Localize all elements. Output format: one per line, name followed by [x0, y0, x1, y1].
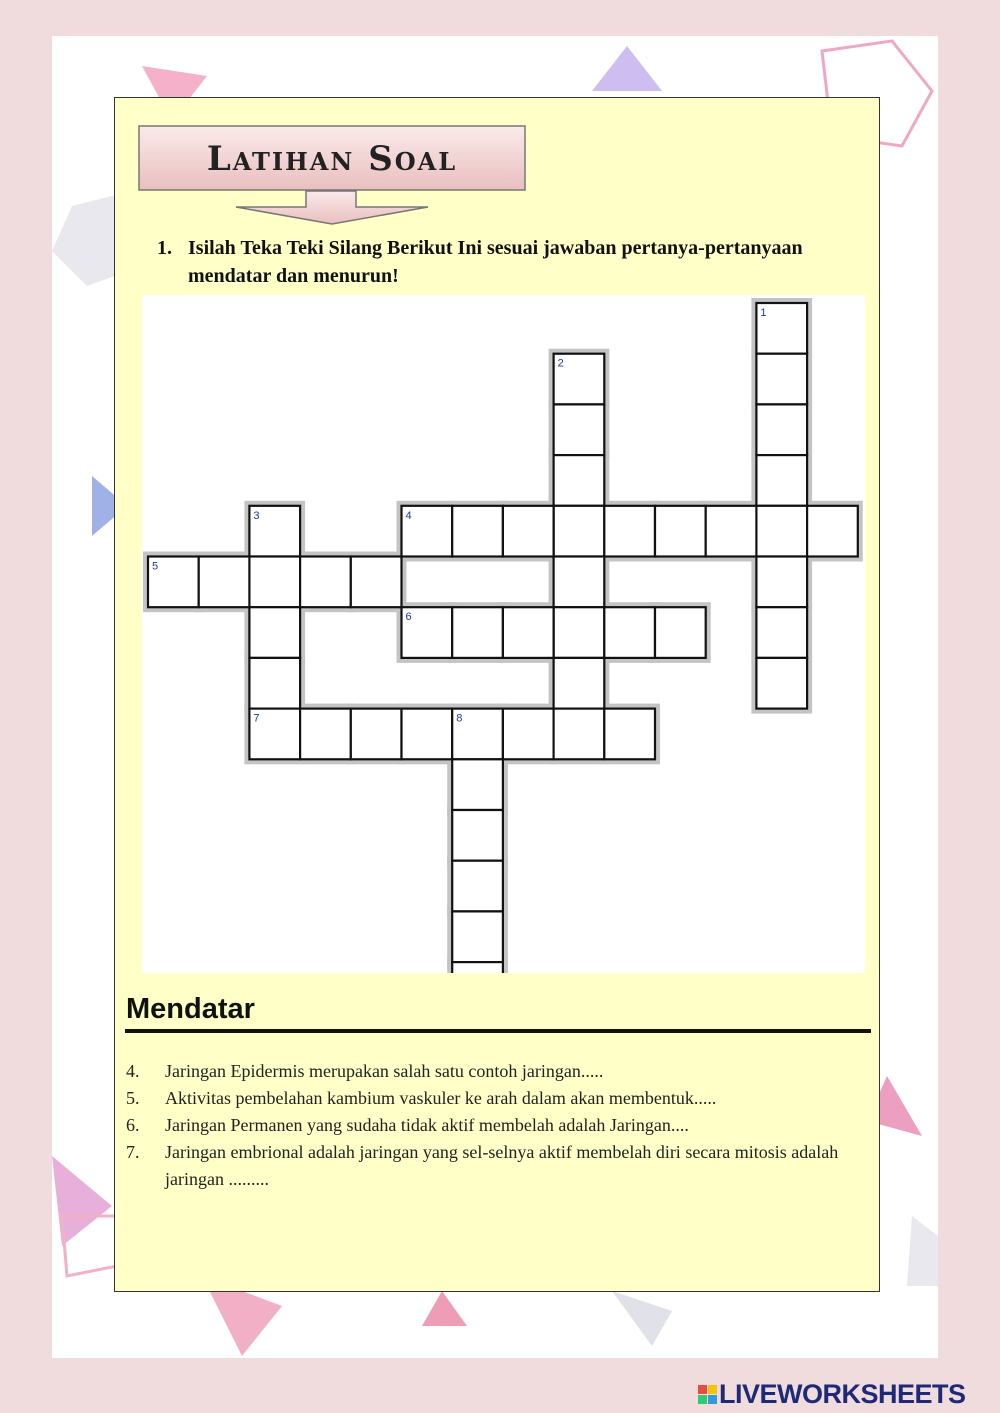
crossword-cell[interactable] — [503, 709, 554, 760]
crossword-cell[interactable] — [503, 506, 554, 557]
clue-number: 5. — [126, 1088, 140, 1108]
crossword-cell[interactable] — [503, 607, 554, 658]
clue-number-8: 8 — [456, 712, 463, 725]
clue-number-2: 2 — [557, 357, 564, 370]
crossword-cell[interactable] — [300, 709, 351, 760]
instruction-text: Isilah Teka Teki Silang Berikut Ini sesuai jawaban pertanya-pertanyaan mendatar dan menurun! — [188, 237, 803, 287]
crossword-cell[interactable] — [756, 404, 807, 455]
crossword-cell[interactable] — [604, 607, 655, 658]
logo-text: LIVEWORKSHEETS — [719, 1378, 966, 1409]
clue-text: Jaringan Epidermis merupakan salah satu contoh jaringan..... — [165, 1061, 604, 1081]
crossword-cell[interactable] — [452, 810, 503, 861]
crossword-cell[interactable] — [554, 506, 605, 557]
instruction-number: 1. — [157, 237, 172, 259]
crossword-cell[interactable] — [655, 506, 706, 557]
across-heading: Mendatar — [126, 993, 255, 1025]
crossword-cell[interactable] — [756, 607, 807, 658]
clue-6 — [126, 1112, 871, 1139]
crossword-cell[interactable] — [351, 557, 402, 608]
clue-number-6: 6 — [405, 611, 412, 624]
clue-5 — [126, 1085, 871, 1112]
crossword-cell[interactable] — [655, 607, 706, 658]
clue-number-5: 5 — [152, 560, 159, 573]
crossword-cell[interactable] — [756, 557, 807, 608]
crossword-cell[interactable] — [199, 557, 250, 608]
clue-4 — [126, 1058, 871, 1085]
clue-number-4: 4 — [405, 509, 412, 522]
crossword-cell[interactable] — [249, 658, 300, 709]
crossword-cell[interactable] — [402, 709, 453, 760]
crossword-cell[interactable] — [452, 607, 503, 658]
crossword-cell[interactable] — [604, 506, 655, 557]
crossword-cell[interactable] — [554, 455, 605, 506]
crossword-cell[interactable] — [756, 354, 807, 405]
clue-text: Aktivitas pembelahan kambium vaskuler ke arah dalam akan membentuk..... — [165, 1088, 717, 1108]
clue-7 — [126, 1139, 871, 1193]
crossword-grid — [142, 295, 865, 973]
crossword-cell[interactable] — [554, 658, 605, 709]
crossword-cell[interactable] — [300, 557, 351, 608]
logo-icon — [698, 1385, 717, 1404]
clue-text: Jaringan embrional adalah jaringan yang sel-selnya aktif membelah diri secara mitosis adalah jaringan ......... — [165, 1142, 839, 1189]
title-banner — [138, 125, 526, 225]
crossword-cell[interactable] — [351, 709, 402, 760]
clue-number-3: 3 — [253, 509, 260, 522]
crossword-cell[interactable] — [554, 557, 605, 608]
clue-number: 7. — [126, 1142, 140, 1162]
crossword-cell[interactable] — [756, 506, 807, 557]
crossword-cell[interactable] — [604, 709, 655, 760]
clue-text: Jaringan Permanen yang sudaha tidak aktif membelah adalah Jaringan.... — [165, 1115, 689, 1135]
crossword-cell[interactable] — [554, 404, 605, 455]
crossword-cell[interactable] — [452, 962, 503, 973]
crossword-cell[interactable] — [756, 455, 807, 506]
crossword-cell[interactable] — [756, 658, 807, 709]
crossword-cell[interactable] — [706, 506, 757, 557]
crossword-area — [142, 295, 865, 973]
across-clues — [126, 1058, 871, 1193]
clue-number: 4. — [126, 1061, 140, 1081]
crossword-cell[interactable] — [554, 709, 605, 760]
crossword-cell[interactable] — [554, 607, 605, 658]
crossword-cell[interactable] — [249, 607, 300, 658]
crossword-cell[interactable] — [452, 759, 503, 810]
clue-number: 6. — [126, 1115, 140, 1135]
crossword-cell[interactable] — [249, 557, 300, 608]
liveworksheets-logo[interactable] — [698, 1378, 966, 1410]
crossword-cell[interactable] — [452, 911, 503, 962]
crossword-cell[interactable] — [452, 861, 503, 912]
crossword-cell[interactable] — [452, 506, 503, 557]
clue-number-7: 7 — [253, 712, 260, 725]
clue-number-1: 1 — [760, 307, 767, 319]
heading-divider — [125, 1029, 871, 1033]
crossword-cell[interactable] — [807, 506, 858, 557]
page-title: Latihan Soal — [206, 139, 458, 179]
